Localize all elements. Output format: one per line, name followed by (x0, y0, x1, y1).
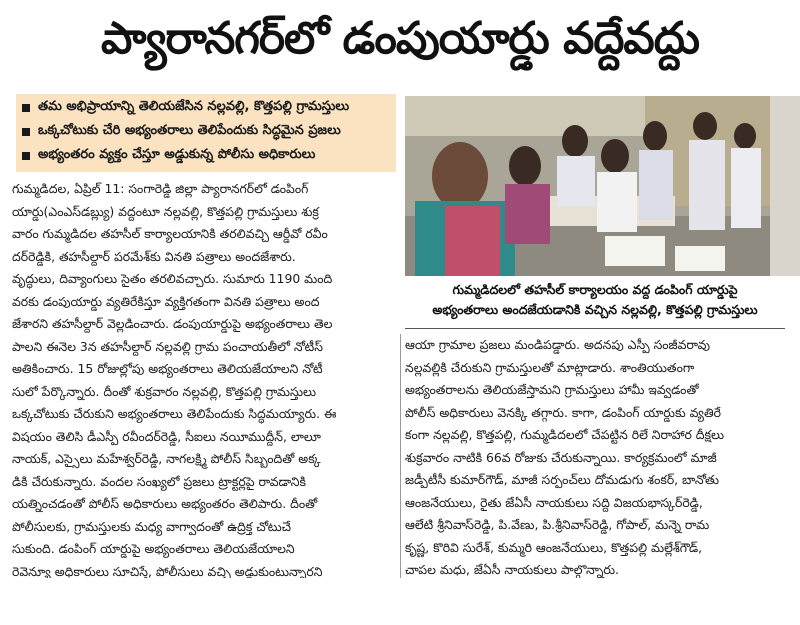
text-line: కృష్ణ, కొరివి సురేశ్, కుమ్మరి ఆంజనేయులు, కొత్తపల్లి మల్లేశ్‌గౌడ్, (405, 539, 703, 555)
text-line: యార్డు(ఎంఎస్‌డబ్ల్యు) వద్దంటూ నల్లవల్లి, కొత్తపల్లి గ్రామస్తులు శుక్ర (12, 203, 319, 219)
square-bullet-icon (22, 128, 30, 136)
text-line: యత్నించడంతో పోలీస్ అధికారులు అభ్యంతరం తెలిపారు. దీంతో (12, 496, 318, 511)
text-line: ఆంజనేయులు, రైతు జేఏసీ నాయకులు సద్ది విజయభాస్కర్‌రెడ్డి, (405, 494, 703, 510)
text-line: చాపల మధు, జేఏసీ నాయకులు పాల్గొన్నారు. (405, 562, 619, 577)
text-line: సుకుంది. డంపింగ్ యార్డుపై అభ్యంతరాలు తెలియజేయాలని (12, 541, 295, 556)
text-line: శుక్రవారం నాటికి 66వ రోజుకు చేరుకున్నాయి. కార్యక్రమంలో మాజీ (405, 449, 717, 465)
headline: ప్యారానగర్‌లో డంపుయార్డు వద్దేవద్దు (101, 13, 699, 64)
text-line: అతికించారు. 15 రోజుల్లోపు అభ్యంతరాలు తెలియజేయాలని నోటీ (12, 361, 323, 376)
highlight-item (22, 120, 390, 144)
text-line: రెవెన్యూ అధికారులు సూచిస్తే, పోలీసులు వచ్చి అడ్డుకుంటున్నారని (12, 563, 323, 578)
article-left-column (12, 178, 396, 578)
highlight-text: అభ్యంతరం వ్యక్తం చేస్తూ అడ్డుకున్న పోలీసు అధికారులు (38, 147, 316, 162)
crowd-photo-image (405, 96, 770, 276)
column-divider (400, 334, 401, 578)
text-line: నల్లవల్లికి చేరుకుని గ్రామస్తులతో మాట్లాడారు. శాంతియుతంగా (405, 359, 695, 375)
text-line: దర్‌రెడ్డికి, తహసీల్దార్ పరమేశ్‌కు వినతి పత్రాలు అందజేశారు. (12, 248, 296, 264)
highlight-item (22, 144, 390, 168)
news-photo (405, 96, 770, 276)
photo-caption (405, 280, 785, 329)
text-line: గుమ్మడిదల, ఏప్రిల్ 11: సంగారెడ్డి జిల్లా ప్యారానగర్‌లో డంపింగ్ (12, 181, 309, 196)
text-line: ఒక్కచోటుకు చేరుకుని అభ్యంతరాలు తెలిపేందుకు సిద్ధమయ్యారు. ఈ (12, 406, 337, 421)
text-line: పోలీస్ అధికారులు వెనక్కి తగ్గారు. కాగా, డంపింగ్ యార్డుకు వ్యతిరే (405, 404, 722, 420)
text-line: వారం గుమ్మడిదల తహసీల్ కార్యాలయానికి తరలివచ్చి ఆర్డీవో రవీం (12, 226, 328, 241)
square-bullet-icon (22, 104, 30, 112)
highlight-text: ఒక్కచోటుకు చేరి అభ్యంతరాలు తెలిపేందుకు సిద్ధమైన ప్రజలు (38, 123, 341, 138)
text-line: నాయక్, ఎస్సైలు మహేశ్వర్‌రెడ్డి, నాగలక్ష్మి పోలీస్ సిబ్బందితో అక్క (12, 451, 321, 466)
text-line: వరకు డంపుయార్డు వ్యతిరేకిస్తూ వ్యక్తిగతంగా వినతి పత్రాలు అంద (12, 293, 320, 309)
text-line: జడ్పీటీసీ కుమార్‌గౌడ్, మాజీ సర్పంచ్‌లు దోమడుగు శంకర్, బానోతు (405, 472, 719, 487)
text-line: పాలని ఈనెల 3న తహసీల్దార్ నల్లవల్లి గ్రామ పంచాయతీలో నోటీస్ (12, 338, 323, 354)
text-line: డికి చేరుకున్నారు. వందల సంఖ్యలో ప్రజలు ట్రాక్టర్లపై రావడానికి (12, 473, 306, 489)
text-line: విషయం తెలిసి డీఎస్పీ రవీందర్‌రెడ్డి, సీఐలు నయీముద్దీన్, లాలూ (12, 428, 321, 444)
highlight-item (22, 96, 390, 120)
caption-line: గుమ్మడిదలలో తహసీల్ కార్యాలయం వద్ద డంపింగ్ యార్డుపై (452, 282, 738, 297)
text-line: సులో పేర్కొన్నారు. దీంతో శుక్రవారం నల్లవల్లి, కొత్తపల్లి గ్రామస్తులు (12, 383, 317, 399)
text-line: వృద్ధులు, దివ్యాంగులు సైతం తరలివచ్చారు. సుమారు 1190 మంది (12, 271, 333, 286)
text-line: ఆయా గ్రామాల ప్రజలు మండిపడ్డారు. అదనపు ఎస్పీ సంజీవరావు (405, 337, 711, 352)
text-line: ఆలేటి శ్రీనివాస్‌రెడ్డి, పి.వేణు, పి.శ్రీనివాస్‌రెడ్డి, గోపాల్, మన్నె రామ (405, 517, 710, 532)
text-line: కంగా నల్లవల్లి, కొత్తపల్లి, గుమ్మడిదలలో చేపట్టిన రిలే నిరాహార దీక్షలు (405, 427, 725, 442)
caption-line: అభ్యంతరాలు అందజేయడానికి వచ్చిన నల్లవల్లి, కొత్తపల్లి గ్రామస్తులు (432, 302, 758, 317)
text-line: అభ్యంతరాలను తెలియజేస్తామని గ్రామస్తులు హామీ ఇవ్వడంతో (405, 382, 699, 397)
photo-edge (770, 96, 800, 276)
highlight-text: తమ అభిప్రాయాన్ని తెలియజేసిన నల్లవల్లి, కొత్తపల్లి గ్రామస్తులు (38, 99, 350, 114)
article-right-column (405, 334, 787, 578)
highlights-box (16, 94, 396, 172)
square-bullet-icon (22, 152, 30, 160)
text-line: జేశారని తహసీల్దార్ వెల్లడించారు. డంపుయార్డుపై అభ్యంతరాలు తెల (12, 316, 333, 331)
text-line: పోలీసులకు, గ్రామస్తులకు మధ్య వాగ్వాదంతో ఉద్రిక్త చోటుచే (12, 518, 292, 534)
